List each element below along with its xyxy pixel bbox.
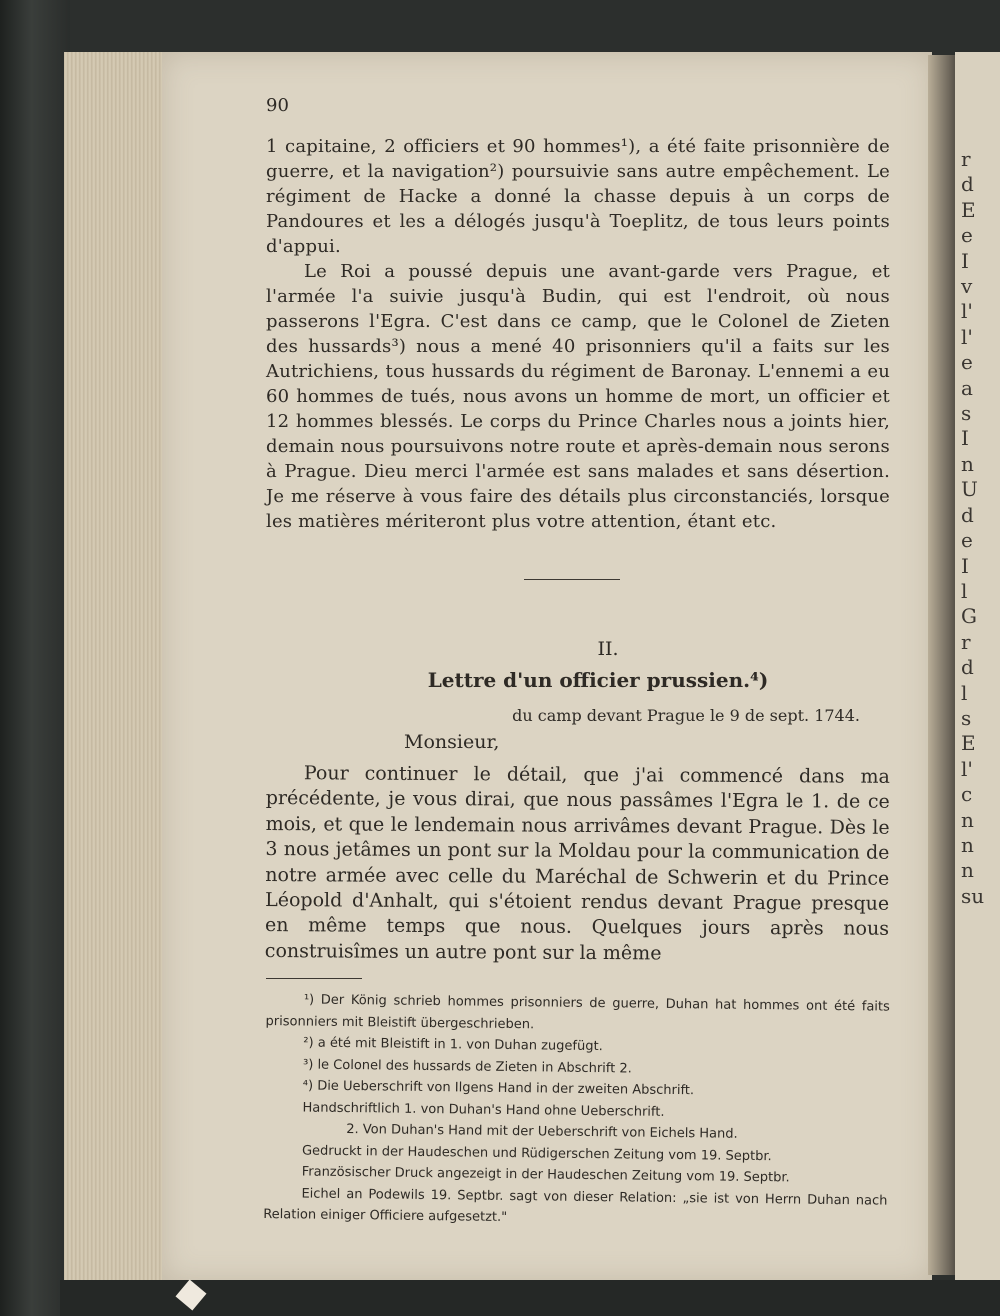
footnote-4-line-3: 2. Von Duhan's Hand mit der Ueberschrift von Eichels Hand. xyxy=(346,1122,738,1143)
footnote-3: ³) le Colonel des hussards de Zieten in Abschrift 2. xyxy=(302,1057,632,1077)
footnote-4-line-2: Handschriftlich 1. von Duhan's Hand ohne Ueberschrift. xyxy=(302,1100,665,1120)
footnote-4-line-5: Französischer Druck angezeigt in der Haudeschen Zeitung vom 19. Septbr. xyxy=(301,1164,790,1186)
facing-page-text: r d E e I v l' l' e a s I n U d e I l G r d l s E l' c n n n su xyxy=(961,147,985,908)
footnote-4: ⁴) Die Ueberschrift von Ilgens Hand in der zweiten Abschrift. xyxy=(302,1078,695,1099)
footnote-4-line-4: Gedruckt in der Haudeschen und Rüdigerschen Zeitung vom 19. Septbr. xyxy=(301,1143,772,1164)
book-gutter xyxy=(928,55,958,1275)
letter-salutation: Monsieur, xyxy=(404,731,500,753)
letter-continuation-paragraph-1: 1 capitaine, 2 officiers et 90 hommes¹), a été faite prisonnière de guerre, et la navigation²) poursuivie sans autre empêchement. Le régiment de Hacke a donné la chasse depuis à un corps de Pandoures et les a délogés jusqu'à Toeplitz, de tous leurs points d'appui. xyxy=(266,136,890,257)
footnote-4-line-6: Eichel an Podewils 19. Septbr. sagt von dieser Relation: „sie ist von Herrn Duhan nach Relation einiger Officiere aufgesetzt." xyxy=(263,1186,888,1226)
letter-dateline: du camp devant Prague le 9 de sept. 1744. xyxy=(512,706,860,725)
section-heading: Lettre d'un officier prussien.⁴) xyxy=(427,668,769,692)
footnote-divider xyxy=(266,978,362,979)
section-number: II. xyxy=(597,638,619,660)
page-content xyxy=(263,95,890,1226)
letter-continuation-paragraph-2: Le Roi a poussé depuis une avant-garde vers Prague, et l'armée l'a suivie jusqu'à Budin, qui est l'endroit, où nous passerons l'Egra. C'est dans ce camp, que le Colonel de Zieten des hussards³) nous a mené 40 prisonniers qu'il a faits sur les Autrichiens, tous hussards du régiment de Baronay. L'ennemi a eu 60 hommes de tués, nous avons un homme de mort, un officier et 12 hommes blessés. Le corps du Prince Charles nous a joints hier, demain nous poursuivons notre route et après-demain nous serons à Prague. Dieu merci l'armée est sans malades et sans désertion. Je me réserve à vous faire des détails plus circonstanciés, lorsque les matières mériteront plus votre attention, étant etc. xyxy=(266,261,890,532)
section-divider xyxy=(524,579,620,580)
facing-page-edge xyxy=(955,52,1000,1282)
footnote-2: ²) a été mit Bleistift in 1. von Duhan zugefügt. xyxy=(303,1035,603,1055)
footnotes xyxy=(263,989,890,1233)
page-number: 90 xyxy=(266,95,289,116)
footnote-1: ¹) Der König schrieb hommes prisonniers de guerre, Duhan hat hommes ont été faits prisonniers mit Bleistift übergeschrieben. xyxy=(265,992,890,1033)
page-stack-edges xyxy=(64,52,165,1290)
letter-body: Pour continuer le détail, que j'ai commencé dans ma précédente, je vous dirai, que nous passâmes l'Egra le 1. de ce mois, et que le lendemain nous arrivâmes devant Prague. Dès le 3 nous jetâmes un pont sur la Moldau pour la communication de notre armée avec celle du Maréchal de Schwerin et du Prince Léopold d'Anhalt, qui s'étoient rendus devant Prague presque en même temps que nous. Quelques jours après nous construisîmes un autre pont sur la même xyxy=(264,762,890,965)
book-cover-left xyxy=(0,0,70,1316)
